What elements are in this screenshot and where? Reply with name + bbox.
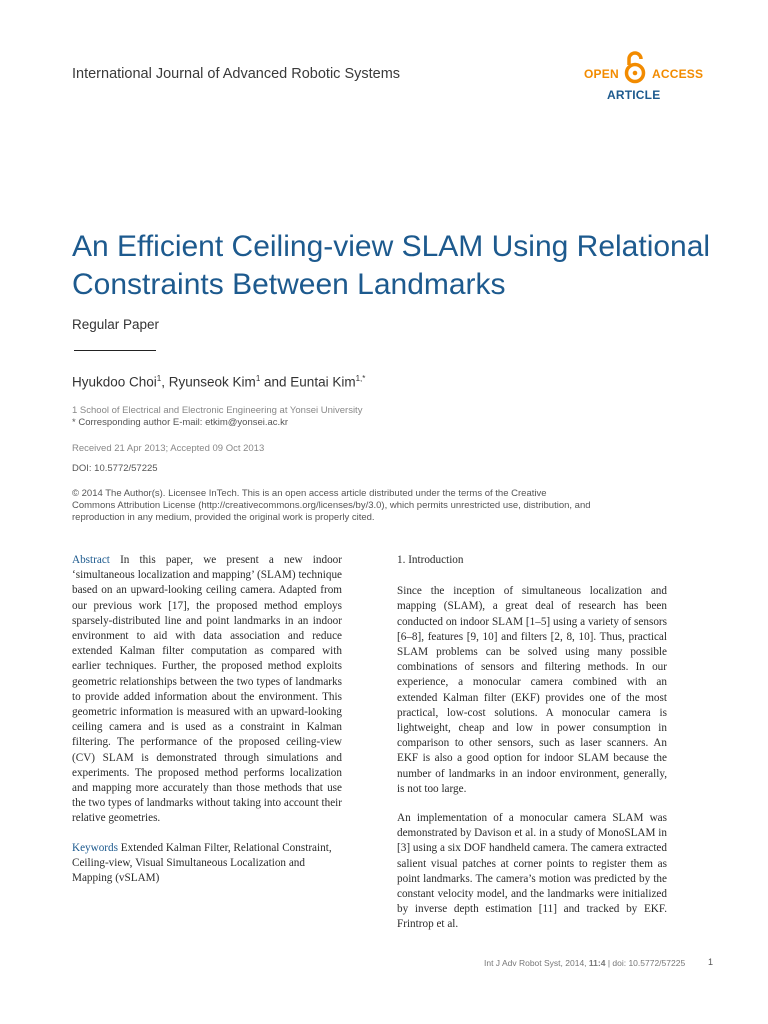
author-affiliation-mark: 1,* [355,374,366,383]
title-divider [74,350,156,351]
introduction-column [397,553,667,947]
keywords [72,841,342,887]
paper-title: An Efficient Ceiling-view SLAM Using Relational Constraints Between Landmarks [72,230,711,301]
author-name: Hyukdoo Choi [72,374,157,390]
author-name: Euntai Kim [290,374,356,390]
author-affiliation-mark: 1 [156,374,162,383]
corresponding-author: * Corresponding author E-mail: etkim@yonsei.ac.kr [72,417,289,428]
abstract-label: Abstract [72,554,110,566]
page-number: 1 [708,957,714,967]
badge-access-label: ACCESS [652,67,704,81]
paper-type: Regular Paper [72,317,160,332]
abstract [72,553,342,827]
keywords-label: Keywords [72,841,118,854]
badge-open-label: OPEN [584,67,619,81]
doi: DOI: 10.5772/57225 [72,463,158,474]
footer-citation [484,958,685,968]
intro-paragraph: Since the inception of simultaneous localization and mapping (SLAM), a great deal of research has been conducted on indoor SLAM [1–5] using a variety of sensors [6–8], features [9, 10] and filters [2, 8, 10]. Thus, practical SLAM problems can be solved using many possible combinations of sensors and filtering methods. In our experience, a monocular camera combined with an extended Kalman filter (EKF) provides one of the most practical, low-cost solutions. A monocular camera is lightweight, cheap and low in power consumption in comparison to other sensors, such as laser scanners. An EKF is also a good option for indoor SLAM because the number of landmarks in an indoor environment, generally, is not too large. [397,585,667,795]
section-heading: 1. Introduction [397,554,464,566]
citation-volume: 11:4 [588,958,606,968]
open-lock-icon [623,50,647,89]
received-dates: Received 21 Apr 2013; Accepted 09 Oct 2013 [72,443,265,454]
badge-article-label: ARTICLE [607,88,661,102]
author-separator: , [161,374,169,390]
open-access-badge [584,50,714,104]
author-separator: and [260,374,291,390]
abstract-column [72,553,342,900]
journal-name: International Journal of Advanced Robotic Systems [72,66,401,82]
author-name: Ryunseok Kim [168,374,256,390]
affiliation: 1 School of Electrical and Electronic Engineering at Yonsei University [72,405,363,416]
author-list [72,374,365,390]
abstract-text: In this paper, we present a new indoor ‘simultaneous localization and mapping’ (SLAM) technique based on an upward-looking ceiling camera. Adapted from our previous work [17], the proposed method employs sparsely-distributed line and point landmarks in an indoor environment to aid with data association and reduce extended Kalman filter computation as compared with earlier techniques. Further, the proposed method exploits geometric relationships between the two types of landmarks to provide added information about the environment. This geometric information is measured with an upward-looking ceiling camera and is used as a constraint in Kalman filtering. The performance of the proposed ceiling-view (CV) SLAM is demonstrated through simulations and experiments. The proposed method performs localization and mapping more accurately than those methods that use the two types of landmarks without taking into account their relative geometries. [72,554,342,825]
keywords-text: Extended Kalman Filter, Relational Constraint, Ceiling-view, Visual Simultaneous Localization and Mapping (vSLAM) [72,841,332,885]
citation-prefix: Int J Adv Robot Syst, 2014, [484,958,589,968]
intro-paragraph: An implementation of a monocular camera SLAM was demonstrated by Davison et al. in a study of MonoSLAM in [3] using a six DOF handheld camera. The camera extracted salient visual patches at corner points to register them as point landmarks. The camera’s motion was predicted by the constant velocity model, and the landmarks were initialized by inverse depth estimation [11] and tracked by EKF. Frintrop et al. [397,812,667,931]
license-statement: © 2014 The Author(s). Licensee InTech. This is an open access article distributed under the terms of the Creative Commons Attribution License (http://creativecommons.org/licenses/by/3.0), which permits unrestricted use, distribution, and reproduction in any medium, provided the original work is properly cited. [72,488,591,523]
author-affiliation-mark: 1 [255,374,261,383]
citation-doi: | doi: 10.5772/57225 [605,958,686,968]
